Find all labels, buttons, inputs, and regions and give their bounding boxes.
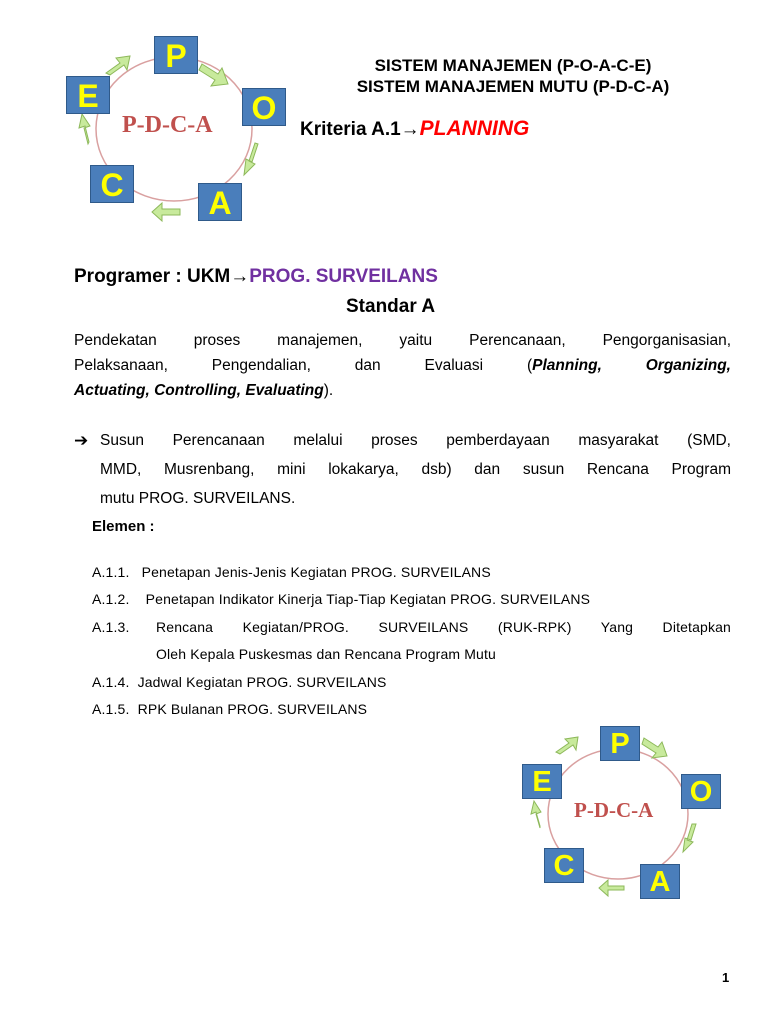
elemen-item-code: A.1.3.: [92, 619, 130, 635]
programer-heading: [74, 266, 438, 288]
programer-prefix: Programer : UKM: [74, 266, 231, 287]
programer-arrow-icon: →: [230, 266, 250, 287]
elemen-item-5: [92, 699, 367, 719]
pdca-box-p: P: [154, 36, 198, 74]
kriteria-heading: [300, 117, 529, 141]
elemen-item-4: [92, 672, 386, 692]
pdca-box-p: P: [600, 726, 640, 761]
elemen-item-code: A.1.1.: [92, 564, 130, 580]
intro-line2-text: Pelaksanaan, Pengendalian, dan Evaluasi (: [74, 357, 533, 374]
elemen-item-1: [92, 562, 491, 582]
standar-heading: Standar A: [346, 296, 436, 317]
elemen-title: Elemen :: [92, 518, 155, 535]
intro-line3-italic: Actuating, Controlling, Evaluating: [74, 382, 324, 399]
elemen-item-3: [92, 617, 731, 664]
pdca-diagram-top: [62, 34, 292, 226]
kriteria-highlight: PLANNING: [419, 117, 530, 140]
intro-line3-tail: ).: [323, 382, 334, 399]
elemen-item-code: A.1.5.: [92, 701, 130, 717]
elemen-item-text-cont: Oleh Kepala Puskesmas dan Rencana Program Mutu: [156, 646, 496, 662]
programer-highlight: PROG. SURVEILANS: [249, 266, 438, 287]
bullet-line3: mutu PROG. SURVEILANS.: [100, 490, 296, 507]
pdca-box-a: A: [198, 183, 242, 221]
elemen-item-text: RPK Bulanan PROG. SURVEILANS: [137, 701, 368, 717]
pdca-center-label: P-D-C-A: [122, 112, 213, 138]
pdca-center-label: P-D-C-A: [574, 798, 654, 822]
pdca-box-e: E: [522, 764, 562, 799]
pdca-box-e: E: [66, 76, 110, 114]
elemen-item-code: A.1.4.: [92, 674, 130, 690]
intro-line3: [74, 378, 731, 403]
pdca-box-c: C: [544, 848, 584, 883]
pdca-box-c: C: [90, 165, 134, 203]
kriteria-prefix: Kriteria A.1: [300, 119, 401, 140]
bullet-arrow-icon: ➔: [74, 431, 89, 450]
elemen-item-text: Jadwal Kegiatan PROG. SURVEILANS: [137, 674, 387, 690]
header-title-line1: SISTEM MANAJEMEN (P-O-A-C-E): [374, 56, 652, 75]
bullet-line1: Susun Perencanaan melalui proses pemberdayaan masyarakat (SMD,: [100, 432, 731, 449]
intro-line1: Pendekatan proses manajemen, yaitu Perencanaan, Pengorganisasian,: [74, 332, 731, 349]
pdca-box-o: O: [242, 88, 286, 126]
bullet-paragraph: [100, 426, 731, 513]
elemen-item-code: A.1.2.: [92, 591, 130, 607]
pdca-diagram-bottom: [518, 726, 724, 902]
elemen-item-2: [92, 589, 590, 609]
header-title-line2: SISTEM MANAJEMEN MUTU (P-D-C-A): [356, 77, 670, 96]
bullet-line2: MMD, Musrenbang, mini lokakarya, dsb) dan susun Rencana Program: [100, 461, 731, 478]
intro-line2: [74, 353, 731, 378]
pdca-box-o: O: [681, 774, 721, 809]
intro-paragraph: [74, 328, 731, 403]
kriteria-arrow-icon: →: [400, 119, 420, 140]
page-number: 1: [722, 970, 730, 985]
elemen-item-text: Penetapan Jenis-Jenis Kegiatan PROG. SURVEILANS: [141, 564, 491, 580]
intro-line2-italic: Planning, Organizing,: [532, 357, 731, 374]
elemen-item-text: Penetapan Indikator Kinerja Tiap-Tiap Kegiatan PROG. SURVEILANS: [145, 591, 591, 607]
elemen-item-text: Rencana Kegiatan/PROG. SURVEILANS (RUK-RPK) Yang Ditetapkan: [156, 619, 731, 635]
pdca-box-a: A: [640, 864, 680, 899]
